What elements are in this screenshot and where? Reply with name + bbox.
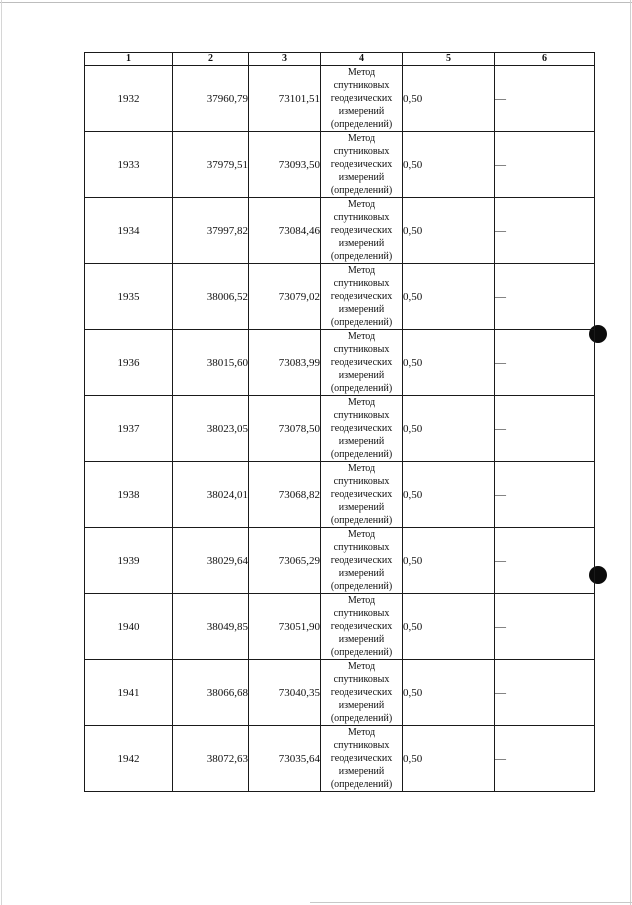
method-cell <box>321 330 403 396</box>
y-coordinate-cell: 73101,51 <box>249 66 321 132</box>
note-cell: — <box>495 132 595 198</box>
point-number-cell: 1938 <box>85 462 173 528</box>
method-cell <box>321 198 403 264</box>
point-number-cell: 1942 <box>85 726 173 792</box>
table-header-row <box>85 53 595 66</box>
method-text-line: Метод <box>347 397 376 408</box>
point-number-cell: 1936 <box>85 330 173 396</box>
method-text-line: измерений <box>338 634 385 645</box>
table-row <box>85 396 595 462</box>
note-cell: — <box>495 264 595 330</box>
table-row <box>85 726 595 792</box>
method-text-line: геодезических <box>330 489 393 500</box>
point-number-cell: 1941 <box>85 660 173 726</box>
method-text-line: геодезических <box>330 357 393 368</box>
point-number-cell: 1935 <box>85 264 173 330</box>
column-header: 5 <box>403 53 495 66</box>
method-text-line: измерений <box>338 568 385 579</box>
note-cell: — <box>495 660 595 726</box>
x-coordinate-cell: 38029,64 <box>173 528 249 594</box>
x-coordinate-cell: 38024,01 <box>173 462 249 528</box>
method-text-line: (определений) <box>330 515 393 526</box>
point-number-cell: 1937 <box>85 396 173 462</box>
method-text-line: (определений) <box>330 449 393 460</box>
accuracy-cell: 0,50 <box>403 264 495 330</box>
y-coordinate-cell: 73068,82 <box>249 462 321 528</box>
method-text-line: (определений) <box>330 185 393 196</box>
method-text-line: спутниковых <box>333 278 390 289</box>
table-body <box>85 66 595 792</box>
method-text-line: геодезических <box>330 753 393 764</box>
method-text-line: (определений) <box>330 251 393 262</box>
x-coordinate-cell: 38006,52 <box>173 264 249 330</box>
method-text-line: (определений) <box>330 779 393 790</box>
accuracy-cell: 0,50 <box>403 726 495 792</box>
method-cell <box>321 528 403 594</box>
column-header: 4 <box>321 53 403 66</box>
method-text-line: спутниковых <box>333 80 390 91</box>
method-text-line: спутниковых <box>333 674 390 685</box>
point-number-cell: 1933 <box>85 132 173 198</box>
note-cell: — <box>495 330 595 396</box>
method-text-line: геодезических <box>330 291 393 302</box>
point-number-cell: 1932 <box>85 66 173 132</box>
method-text-line: Метод <box>347 331 376 342</box>
method-text-line: спутниковых <box>333 410 390 421</box>
y-coordinate-cell: 73079,02 <box>249 264 321 330</box>
x-coordinate-cell: 37960,79 <box>173 66 249 132</box>
x-coordinate-cell: 37979,51 <box>173 132 249 198</box>
method-text-line: геодезических <box>330 423 393 434</box>
method-text-line: геодезических <box>330 555 393 566</box>
note-cell: — <box>495 594 595 660</box>
method-cell <box>321 462 403 528</box>
table-row <box>85 594 595 660</box>
table-row <box>85 132 595 198</box>
table-row <box>85 660 595 726</box>
accuracy-cell: 0,50 <box>403 528 495 594</box>
y-coordinate-cell: 73093,50 <box>249 132 321 198</box>
x-coordinate-cell: 38015,60 <box>173 330 249 396</box>
method-text-line: измерений <box>338 304 385 315</box>
method-text-line: Метод <box>347 463 376 474</box>
scan-border-left <box>1 0 2 905</box>
coordinates-table <box>84 52 595 792</box>
y-coordinate-cell: 73051,90 <box>249 594 321 660</box>
method-text-line: спутниковых <box>333 344 390 355</box>
note-cell: — <box>495 198 595 264</box>
accuracy-cell: 0,50 <box>403 462 495 528</box>
method-text-line: спутниковых <box>333 212 390 223</box>
x-coordinate-cell: 38023,05 <box>173 396 249 462</box>
method-text-line: измерений <box>338 766 385 777</box>
y-coordinate-cell: 73035,64 <box>249 726 321 792</box>
method-text-line: измерений <box>338 172 385 183</box>
method-cell <box>321 594 403 660</box>
column-header: 3 <box>249 53 321 66</box>
x-coordinate-cell: 38049,85 <box>173 594 249 660</box>
point-number-cell: 1940 <box>85 594 173 660</box>
point-number-cell: 1939 <box>85 528 173 594</box>
table-row <box>85 198 595 264</box>
y-coordinate-cell: 73065,29 <box>249 528 321 594</box>
table-row <box>85 264 595 330</box>
accuracy-cell: 0,50 <box>403 198 495 264</box>
method-text-line: Метод <box>347 133 376 144</box>
accuracy-cell: 0,50 <box>403 396 495 462</box>
note-cell: — <box>495 396 595 462</box>
method-text-line: измерений <box>338 370 385 381</box>
method-cell <box>321 726 403 792</box>
y-coordinate-cell: 73040,35 <box>249 660 321 726</box>
note-cell: — <box>495 726 595 792</box>
x-coordinate-cell: 38066,68 <box>173 660 249 726</box>
y-coordinate-cell: 73084,46 <box>249 198 321 264</box>
method-text-line: Метод <box>347 67 376 78</box>
column-header: 2 <box>173 53 249 66</box>
method-text-line: измерений <box>338 106 385 117</box>
scan-border-top <box>0 2 632 3</box>
y-coordinate-cell: 73078,50 <box>249 396 321 462</box>
method-text-line: измерений <box>338 700 385 711</box>
method-text-line: спутниковых <box>333 740 390 751</box>
accuracy-cell: 0,50 <box>403 66 495 132</box>
y-coordinate-cell: 73083,99 <box>249 330 321 396</box>
method-text-line: Метод <box>347 661 376 672</box>
method-text-line: спутниковых <box>333 542 390 553</box>
method-text-line: (определений) <box>330 581 393 592</box>
method-cell <box>321 264 403 330</box>
accuracy-cell: 0,50 <box>403 660 495 726</box>
column-header: 1 <box>85 53 173 66</box>
scan-border-bottom <box>310 902 632 903</box>
scan-border-right <box>630 0 631 905</box>
method-text-line: Метод <box>347 595 376 606</box>
accuracy-cell: 0,50 <box>403 594 495 660</box>
table-row <box>85 66 595 132</box>
x-coordinate-cell: 38072,63 <box>173 726 249 792</box>
method-text-line: геодезических <box>330 225 393 236</box>
method-text-line: (определений) <box>330 317 393 328</box>
method-text-line: (определений) <box>330 383 393 394</box>
accuracy-cell: 0,50 <box>403 132 495 198</box>
x-coordinate-cell: 37997,82 <box>173 198 249 264</box>
method-text-line: геодезических <box>330 159 393 170</box>
accuracy-cell: 0,50 <box>403 330 495 396</box>
method-text-line: (определений) <box>330 647 393 658</box>
method-text-line: измерений <box>338 238 385 249</box>
table-row <box>85 462 595 528</box>
method-text-line: измерений <box>338 502 385 513</box>
note-cell: — <box>495 66 595 132</box>
method-cell <box>321 396 403 462</box>
method-text-line: геодезических <box>330 93 393 104</box>
note-cell: — <box>495 462 595 528</box>
note-cell: — <box>495 528 595 594</box>
method-text-line: Метод <box>347 199 376 210</box>
method-cell <box>321 66 403 132</box>
method-text-line: геодезических <box>330 687 393 698</box>
table-row <box>85 528 595 594</box>
method-text-line: спутниковых <box>333 146 390 157</box>
method-cell <box>321 132 403 198</box>
point-number-cell: 1934 <box>85 198 173 264</box>
method-text-line: Метод <box>347 727 376 738</box>
table-row <box>85 330 595 396</box>
method-text-line: Метод <box>347 265 376 276</box>
method-text-line: (определений) <box>330 713 393 724</box>
method-text-line: геодезических <box>330 621 393 632</box>
method-text-line: спутниковых <box>333 476 390 487</box>
method-text-line: спутниковых <box>333 608 390 619</box>
method-cell <box>321 660 403 726</box>
method-text-line: измерений <box>338 436 385 447</box>
method-text-line: (определений) <box>330 119 393 130</box>
method-text-line: Метод <box>347 529 376 540</box>
column-header: 6 <box>495 53 595 66</box>
